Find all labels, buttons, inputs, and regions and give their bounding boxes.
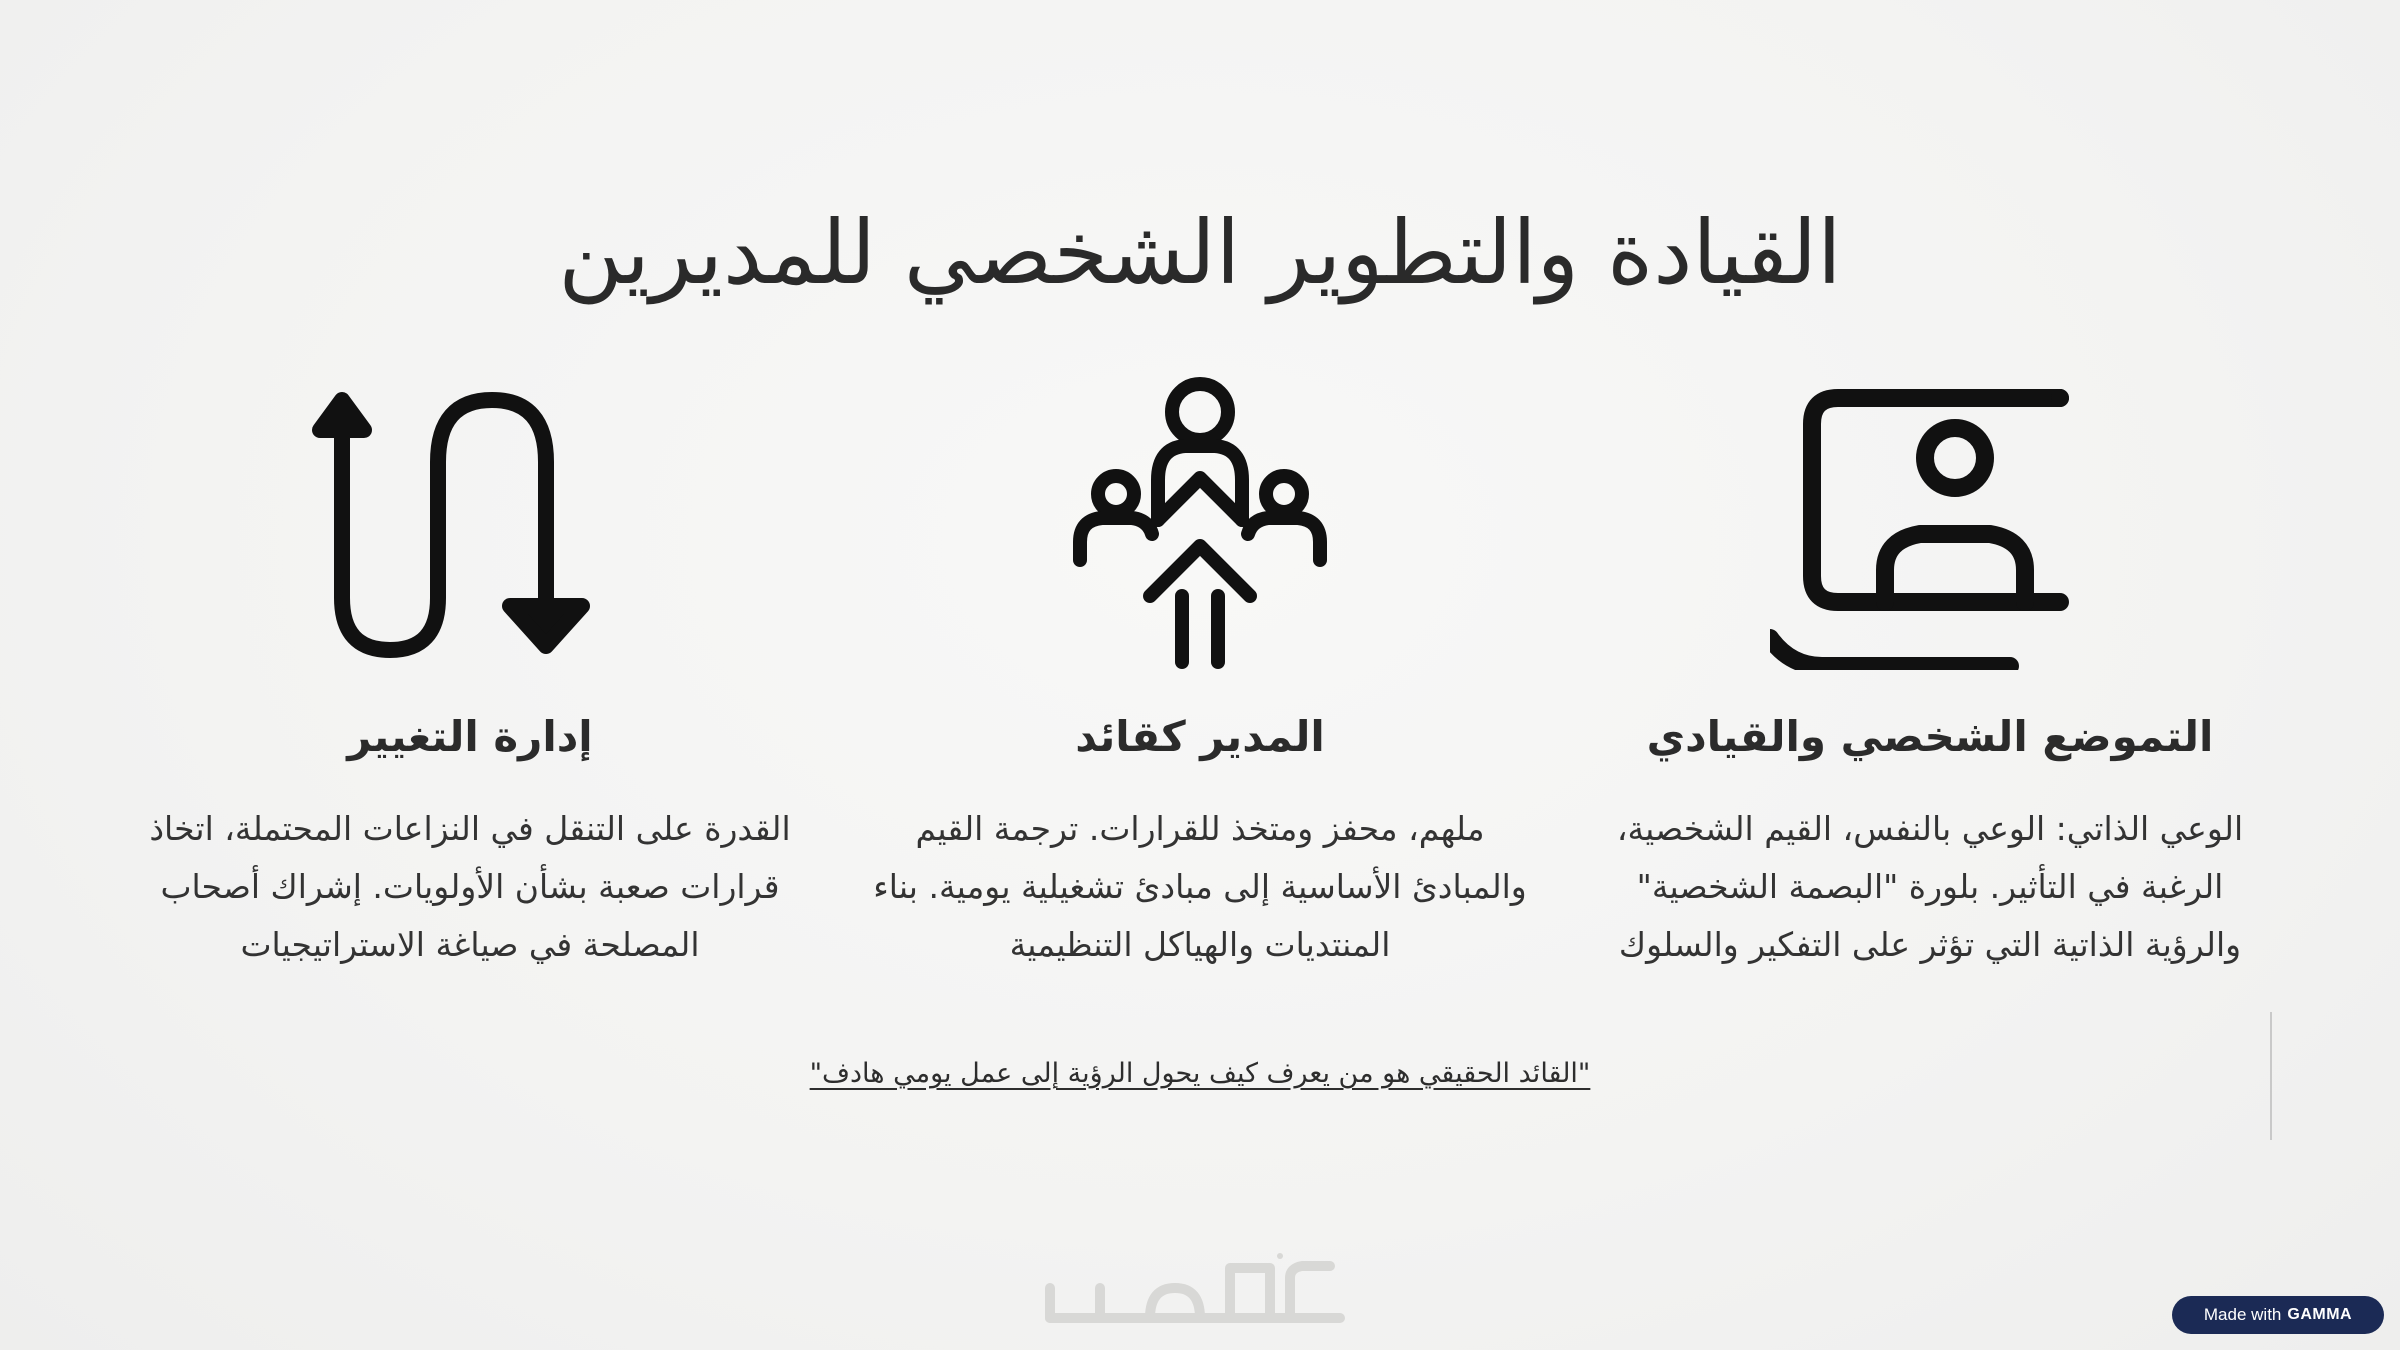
column-description: ملهم، محفز ومتخذ للقرارات. ترجمة القيم والمبادئ الأساسية إلى مبادئ تشغيلية يومية. بناء المنتديات والهياكل التنظيمية (873, 809, 1527, 964)
column-heading: المدير كقائد (1075, 712, 1325, 761)
quote-link[interactable]: "القائد الحقيقي هو من يعرف كيف يحول الرؤية إلى عمل يومي هادف" (809, 1058, 1591, 1089)
column-description: الوعي الذاتي: الوعي بالنفس، القيم الشخصية، الرغبة في التأثير. بلورة "البصمة الشخصية" والرؤية الذاتية التي تؤثر على التفكير والسلوك (1616, 809, 2244, 964)
user-profile-frame-icon (1770, 370, 2090, 670)
team-leader-up-arrow-icon (1040, 370, 1360, 670)
column-heading: التموضع الشخصي والقيادي (1646, 712, 2214, 761)
khamsat-logo-watermark (1040, 1248, 1360, 1328)
made-with-gamma-badge[interactable] (2172, 1296, 2384, 1334)
badge-prefix: Made with (2203, 1305, 2282, 1324)
slide-title: القيادة والتطوير الشخصي للمديرين (558, 201, 1842, 304)
badge-brand: GAMMA (2287, 1306, 2353, 1323)
change-arrows-icon (310, 370, 630, 670)
column-heading: إدارة التغيير (347, 712, 593, 761)
quote-divider (2270, 1012, 2272, 1140)
column-description: القدرة على التنقل في النزاعات المحتملة، اتخاذ قرارات صعبة بشأن الأولويات. إشراك أصحاب المصلحة في صياغة الاستراتيجيات (149, 809, 791, 964)
